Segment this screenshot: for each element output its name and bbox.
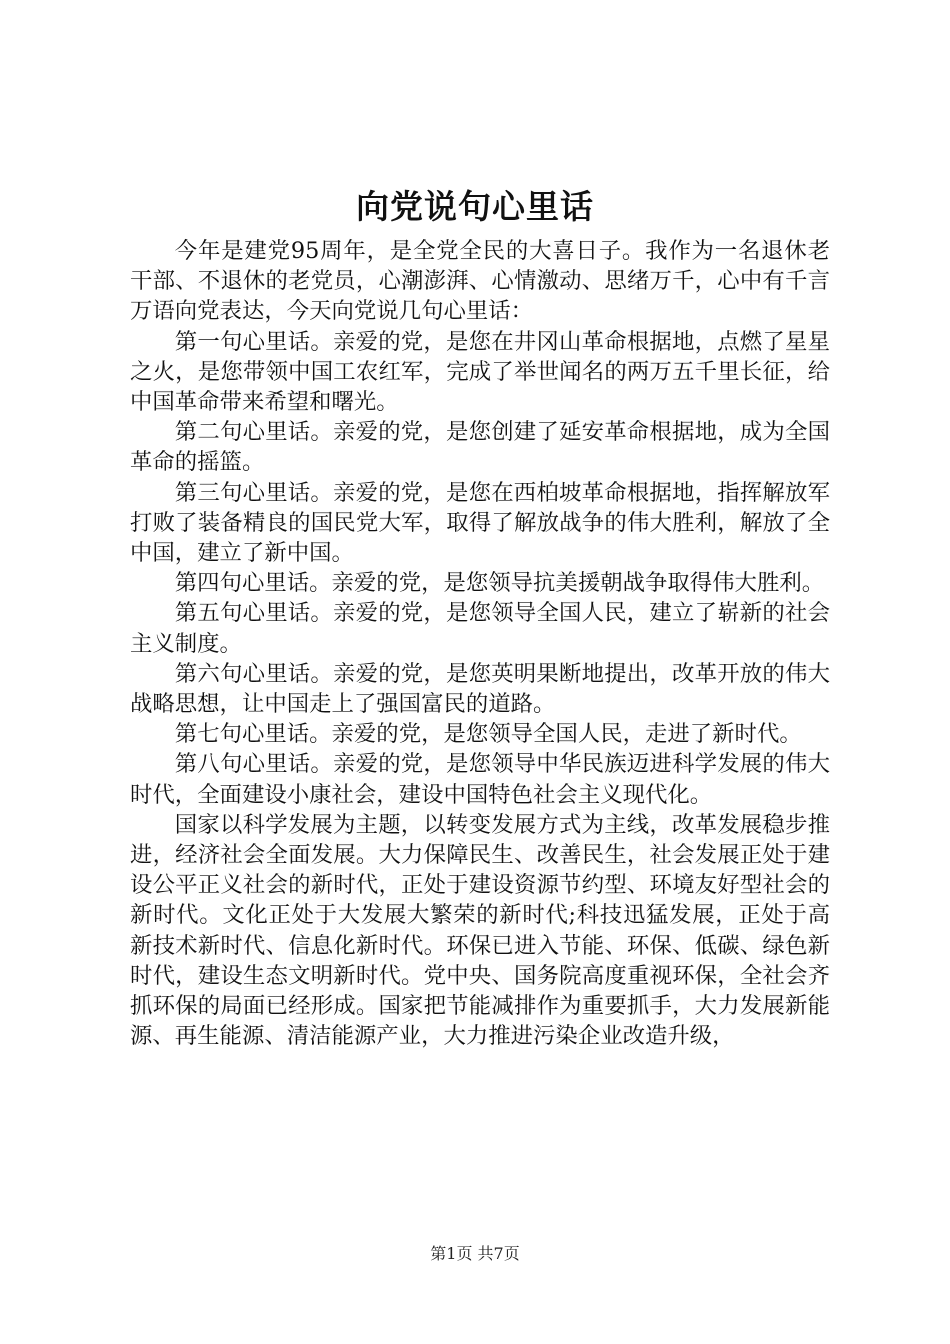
paragraph-eighth: 第八句心里话。亲爱的党，是您领导中华民族迈进科学发展的伟大时代，全面建设小康社会，建设中国特色社会主义现代化。 [130, 751, 830, 808]
paragraph-intro: 今年是建党95周年，是全党全民的大喜日子。我作为一名退休老干部、不退休的老党员，心潮澎湃、心情激动、思绪万千，心中有千言万语向党表达，今天向党说几句心里话： [130, 238, 830, 325]
paragraph-sixth: 第六句心里话。亲爱的党，是您英明果断地提出，改革开放的伟大战略思想，让中国走上了强国富民的道路。 [130, 660, 830, 718]
paragraph-seventh: 第七句心里话。亲爱的党，是您领导全国人民，走进了新时代。 [174, 721, 802, 748]
document-body [130, 236, 830, 1051]
document-title: 向党说句心里话 [356, 187, 594, 226]
paragraph-third: 第三句心里话。亲爱的党，是您在西柏坡革命根据地，指挥解放军打败了装备精良的国民党大军，取得了解放战争的伟大胜利，解放了全中国，建立了新中国。 [130, 479, 830, 567]
paragraph-development: 国家以科学发展为主题，以转变发展方式为主线，改革发展稳步推进，经济社会全面发展。大力保障民生、改善民生，社会发展正处于建设公平正义社会的新时代，正处于建设资源节约型、环境友好型社会的新时代。文化正处于大发展大繁荣的新时代;科技迅猛发展，正处于高新技术新时代、信息化新时代。环保已进入节能、环保、低碳、绿色新时代，建设生态文明新时代。党中央、国务院高度重视环保，全社会齐抓环保的局面已经形成。国家把节能减排作为重要抓手，大力发展新能源、再生能源、清洁能源产业，大力推进污染企业改造升级， [130, 811, 830, 1050]
paragraph-fourth: 第四句心里话。亲爱的党，是您领导抗美援朝战争取得伟大胜利。 [174, 570, 825, 597]
paragraph-fifth: 第五句心里话。亲爱的党，是您领导全国人民，建立了崭新的社会主义制度。 [130, 600, 830, 657]
paragraph-first: 第一句心里话。亲爱的党，是您在井冈山革命根据地，点燃了星星之火，是您带领中国工农红军，完成了举世闻名的两万五千里长征，给中国革命带来希望和曙光。 [130, 328, 830, 416]
paragraph-second: 第二句心里话。亲爱的党，是您创建了延安革命根据地，成为全国革命的摇篮。 [130, 419, 830, 476]
page-number-footer: 第1页 共7页 [430, 1244, 520, 1263]
